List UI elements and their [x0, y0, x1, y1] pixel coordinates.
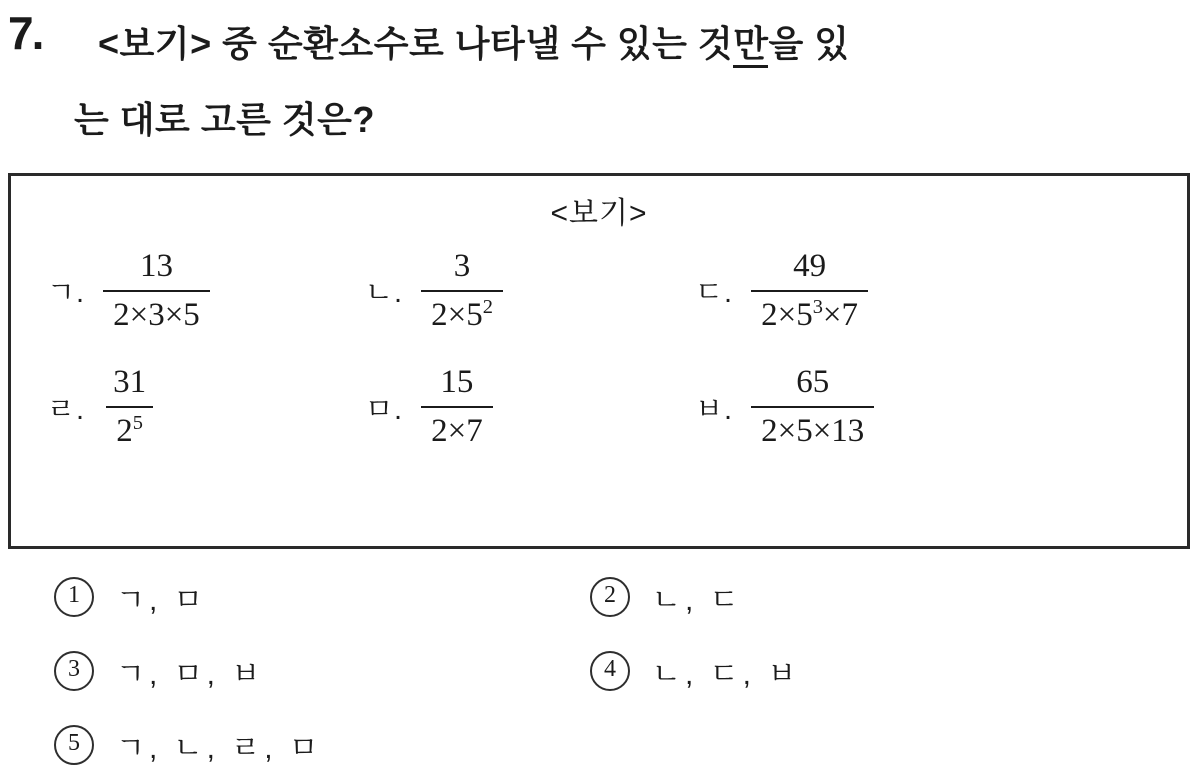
- denominator-exponent: 3: [812, 295, 823, 318]
- bogi-item-label: ㄴ.: [365, 277, 404, 310]
- choice-4: [590, 649, 1194, 693]
- fraction: [421, 362, 493, 453]
- question-text-line1-pre: <보기> 중 순환소수로 나타낼 수 있는 것: [98, 23, 734, 64]
- question-text-line1-post: 을 있: [768, 23, 850, 64]
- bogi-item-label: ㅁ.: [365, 393, 404, 426]
- choice-2-number-badge: 2: [590, 577, 630, 617]
- denominator-exponent: 2: [482, 295, 493, 318]
- question-text-line1: [74, 6, 850, 82]
- bogi-item-nieun: [365, 246, 695, 337]
- denominator-tail: ×7: [822, 296, 859, 333]
- denominator-base: 2: [116, 413, 133, 450]
- denominator-exponent: 5: [132, 412, 143, 435]
- choice-2: [590, 575, 1194, 619]
- fraction: [751, 362, 874, 453]
- fraction: [103, 246, 210, 337]
- denominator-base: 2×5: [761, 296, 813, 333]
- fraction-numerator: 65: [796, 364, 830, 401]
- denominator-base: 2×7: [431, 413, 483, 450]
- fraction-numerator: 15: [440, 364, 474, 401]
- choice-2-text: ㄴ, ㄷ: [652, 583, 743, 617]
- denominator-base: 2×5×13: [761, 413, 865, 450]
- answer-choices: [54, 575, 1194, 767]
- question-text-underlined: 만: [733, 23, 768, 68]
- choice-4-number-badge: 4: [590, 651, 630, 691]
- fraction-denominator: [421, 406, 493, 452]
- fraction-denominator: [421, 290, 503, 336]
- denominator-base: 2×3×5: [113, 296, 200, 333]
- bogi-item-rieul: [47, 362, 365, 453]
- denominator-base: 2×5: [431, 296, 483, 333]
- fraction: [751, 246, 868, 337]
- choice-3-number-badge: 3: [54, 651, 94, 691]
- fraction-denominator: [751, 406, 874, 452]
- choice-5-text: ㄱ, ㄴ, ㄹ, ㅁ: [116, 731, 322, 765]
- question-text-line2: 는 대로 고른 것은?: [74, 99, 375, 141]
- bogi-title: <보기>: [550, 196, 648, 230]
- bogi-item-mieum: [365, 362, 695, 453]
- choice-1: [54, 575, 590, 619]
- bogi-grid: [31, 246, 1167, 453]
- bogi-item-digeut: [695, 246, 1167, 337]
- question-text: [74, 6, 850, 159]
- fraction-numerator: 13: [139, 247, 173, 284]
- fraction: [421, 246, 503, 337]
- bogi-item-giyeok: [47, 246, 365, 337]
- bogi-item-label: ㄱ.: [47, 277, 86, 310]
- bogi-item-label: ㄹ.: [47, 393, 86, 426]
- choice-5: [54, 723, 590, 767]
- fraction-denominator: [751, 290, 868, 336]
- choice-3: [54, 649, 590, 693]
- fraction: [103, 362, 156, 453]
- fraction-numerator: 49: [793, 247, 827, 284]
- fraction-numerator: 3: [453, 247, 471, 284]
- choice-1-text: ㄱ, ㅁ: [116, 583, 207, 617]
- fraction-denominator: [106, 406, 153, 452]
- question-header: [8, 6, 1194, 159]
- bogi-item-bieup: [695, 362, 1167, 453]
- choice-5-number-badge: 5: [54, 725, 94, 765]
- bogi-box: [8, 173, 1190, 549]
- fraction-numerator: 31: [113, 364, 147, 401]
- choice-4-text: ㄴ, ㄷ, ㅂ: [652, 657, 801, 691]
- choice-3-text: ㄱ, ㅁ, ㅂ: [116, 657, 265, 691]
- bogi-item-label: ㅂ.: [695, 393, 734, 426]
- fraction-denominator: [103, 290, 210, 336]
- choice-1-number-badge: 1: [54, 577, 94, 617]
- question-number: 7.: [8, 7, 43, 59]
- bogi-item-label: ㄷ.: [695, 277, 734, 310]
